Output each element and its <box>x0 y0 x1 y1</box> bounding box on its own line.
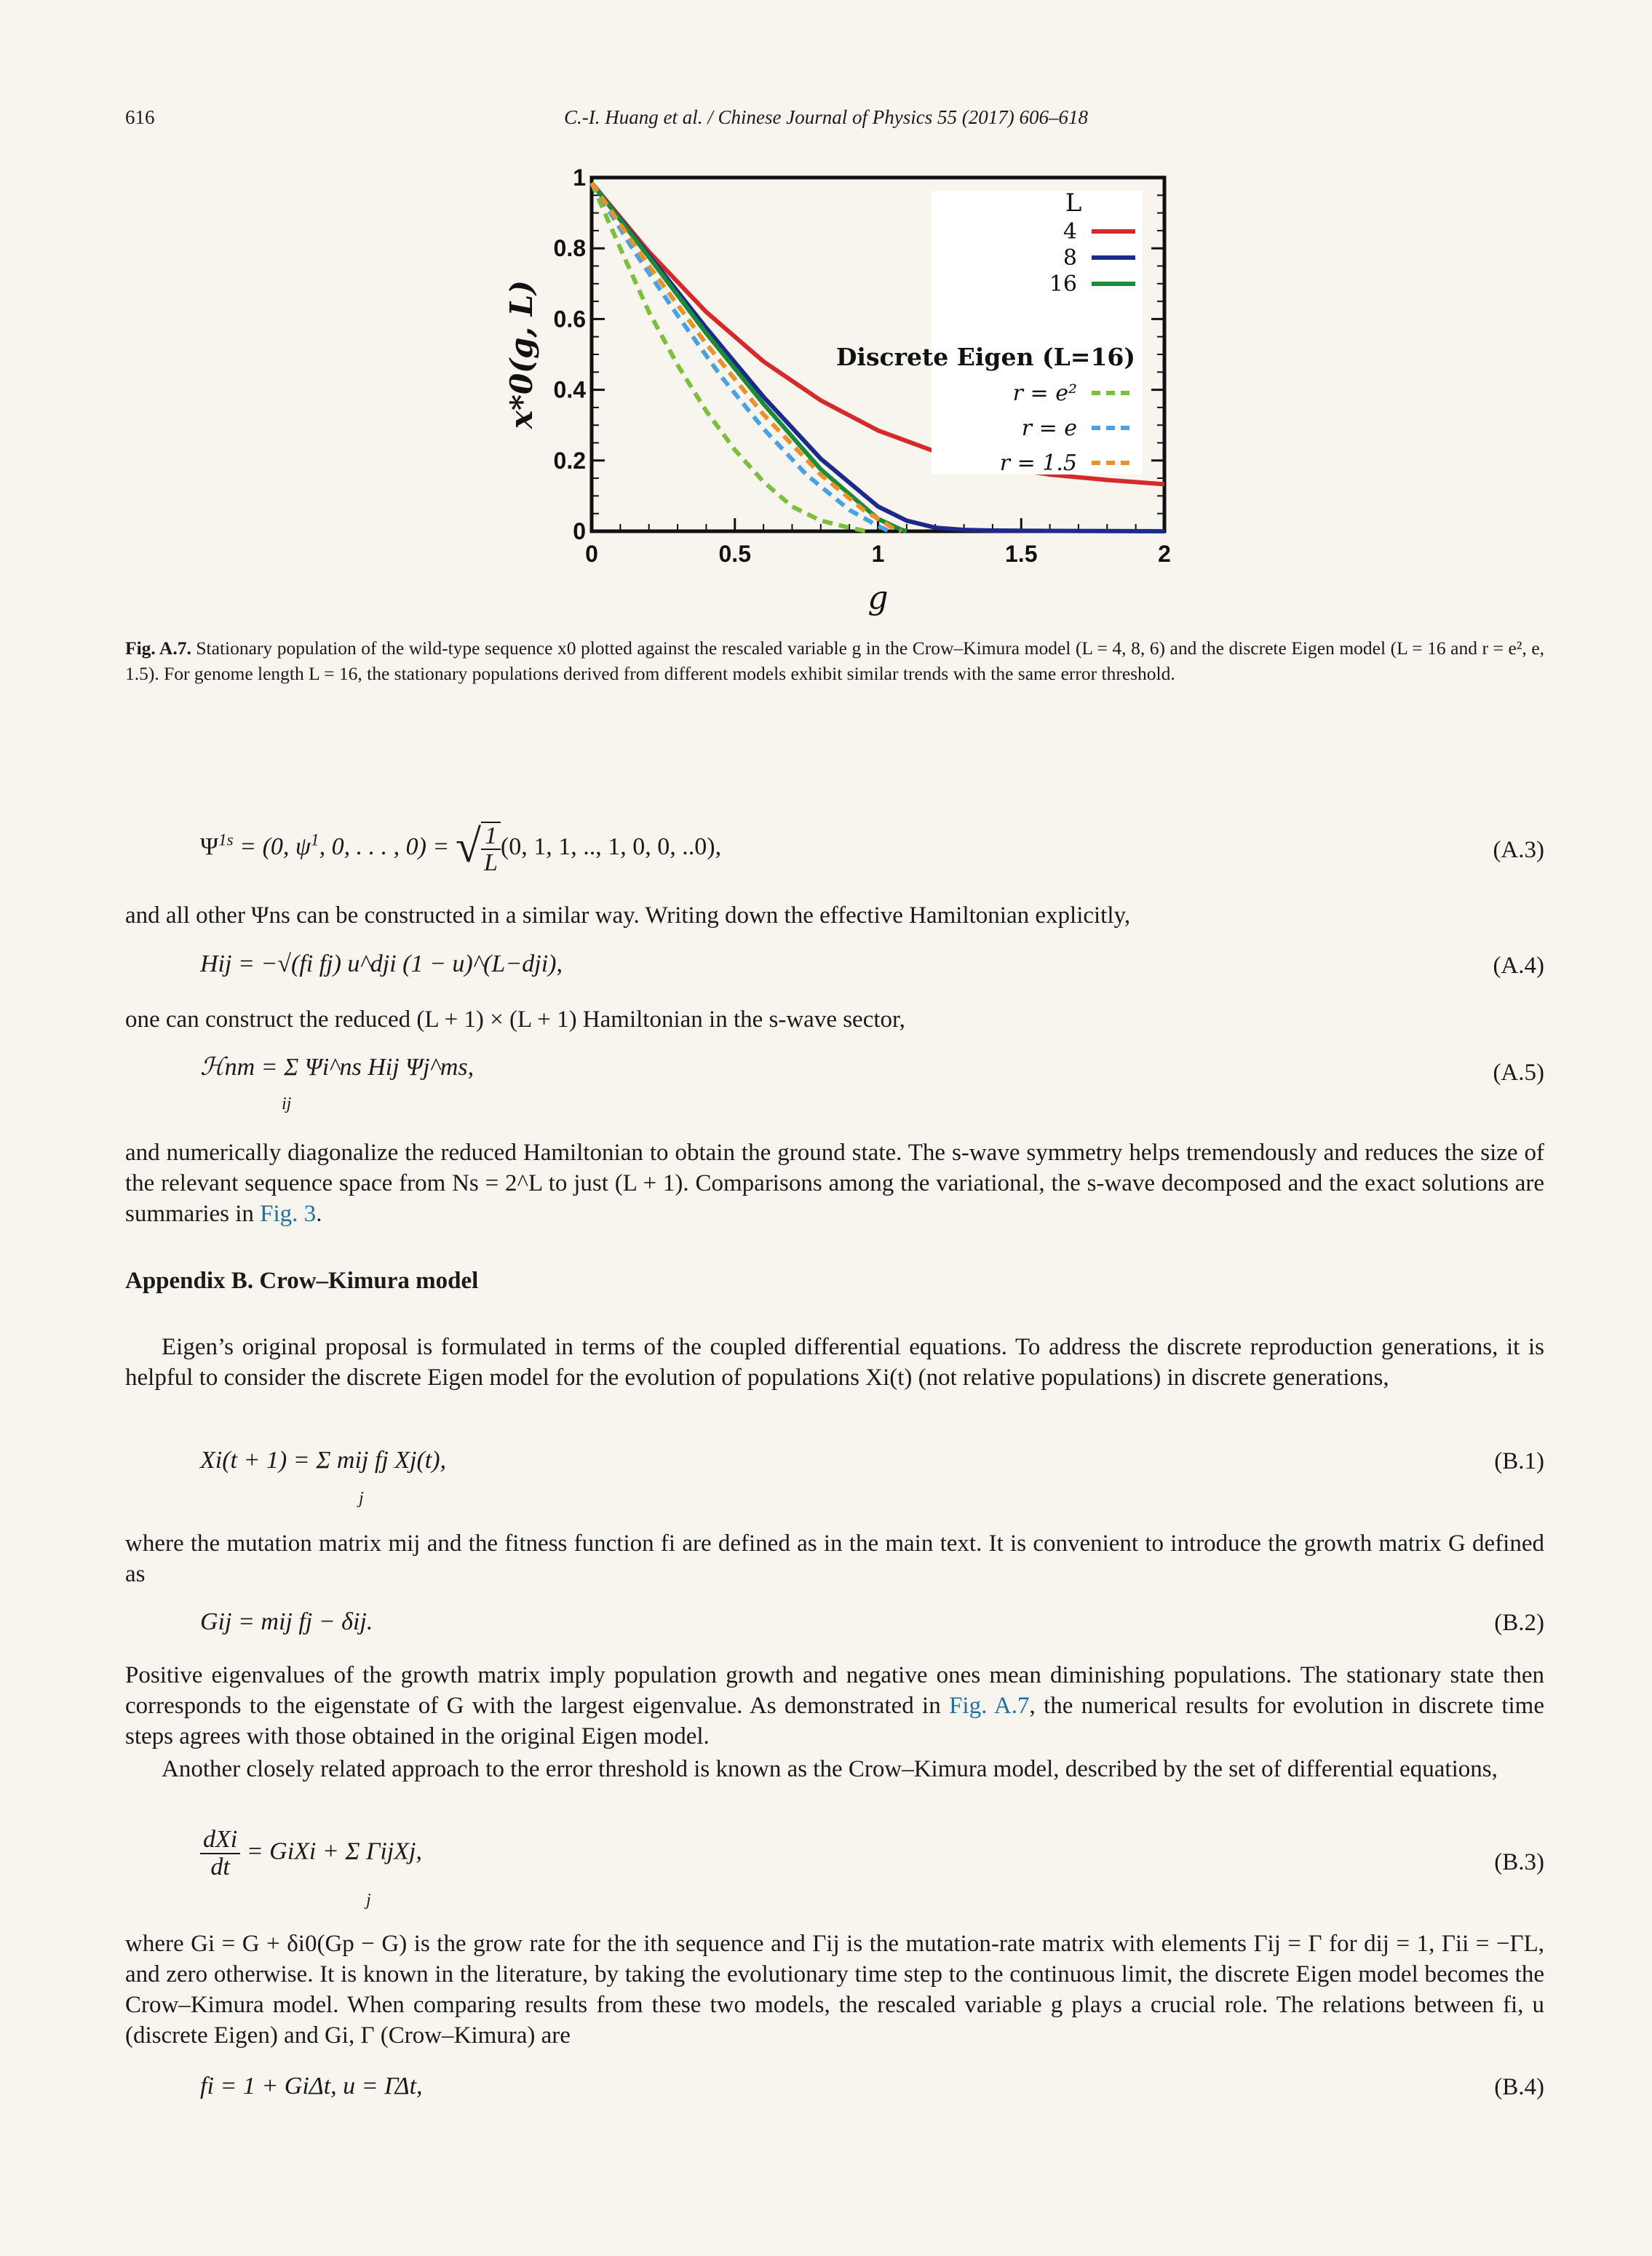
eq-a5-number: (A.5) <box>1493 1060 1544 1086</box>
legend-label: r = e² <box>1012 381 1077 406</box>
legend-label: r = e <box>1021 416 1077 441</box>
section-heading-appendix-b: Appendix B. Crow–Kimura model <box>125 1268 479 1294</box>
eq-b3-frac-num: dXi <box>200 1827 240 1854</box>
paragraph-3-text: and numerically diagonalize the reduced Hamiltonian to obtain the ground state. The s-wave symmetry helps tremendously and reduces the size of the relevant sequence space from Ns = 2^L to just (L + 1). Comparisons among the variational, the s-wave decomposed and the exact solutions are summaries in <box>125 1140 1544 1227</box>
equation-b4: fi = 1 + GiΔt, u = ΓΔt, <box>200 2073 423 2100</box>
legend-title-l: L <box>1065 188 1082 218</box>
x-tick-label: 2 <box>1158 541 1171 567</box>
paragraph-8: where Gi = G + δi0(Gp − G) is the grow rate for the ith sequence and Γij is the mutation-rate matrix with elements Γij = Γ for dij = 1, Γii = −ΓL, and zero otherwise. It is known in the literature, by taking the evolutionary time step to the continuous limit, the discrete Eigen model becomes the Crow–Kimura model. When comparing results from these two models, the rescaled variable g plays a crucial role. The relations between fi, u (discrete Eigen) and Gi, Γ (Crow–Kimura) are <box>125 1931 1544 2049</box>
link-fig-a7[interactable]: Fig. A.7 <box>949 1693 1030 1719</box>
caption-text: Stationary population of the wild-type sequence x0 plotted against the rescaled variable g in the Crow–Kimura model (L = 4, 8, 6) and the discrete Eigen model (L = 16 and r = e², e, 1.5). For genome length L = 16, the stationary populations derived from different models exhibit similar trends with the same error threshold. <box>125 638 1545 684</box>
x-tick-label: 1 <box>871 541 885 567</box>
paragraph-5: where the mutation matrix mij and the fitness function fi are defined as in the main text. It is convenient to introduce the growth matrix G defined as <box>125 1530 1544 1587</box>
eq-b3-rhs: = GiXi + Σ ΓijXj, <box>246 1838 422 1865</box>
legend-label: 4 <box>1063 219 1077 245</box>
journal-running-head: C.-I. Huang et al. / Chinese Journal of Physics 55 (2017) 606–618 <box>564 106 1088 128</box>
figure-a7-chart <box>480 162 1208 620</box>
eq-a3-number: (A.3) <box>1493 837 1544 863</box>
eq-a3-rhs: (0, 1, 1, .., 1, 0, 0, ..0), <box>500 833 722 860</box>
equation-a3 <box>200 819 721 876</box>
y-tick-label: 0.8 <box>553 235 586 262</box>
eq-a5-subscript: ij <box>282 1095 292 1113</box>
paragraph-7: Another closely related approach to the error threshold is known as the Crow–Kimura model, described by the set of differential equations, <box>162 1756 1498 1782</box>
link-fig-3[interactable]: Fig. 3 <box>260 1201 317 1227</box>
figure-caption <box>125 635 1544 686</box>
eq-a5-body: ℋnm = Σ Ψi^ns Hij Ψj^ms, <box>200 1054 474 1081</box>
y-tick-label: 0 <box>573 518 586 544</box>
eq-b1-number: (B.1) <box>1494 1448 1544 1474</box>
page-number: 616 <box>125 106 155 128</box>
y-axis-label: x*0(g, L) <box>504 279 539 429</box>
eq-a3-mid-sup: 1 <box>311 830 319 850</box>
eq-a3-sup: 1s <box>218 830 234 850</box>
paragraph-6-end: , the numerical results for evolution in discrete time steps agrees with those obtained in the original Eigen model. <box>125 1693 1544 1749</box>
equation-b3 <box>200 1826 422 1910</box>
y-tick-label: 1 <box>573 164 586 191</box>
x-tick-label: 1.5 <box>1005 541 1038 567</box>
equation-a4: Hij = −√(fi fj) u^dji (1 − u)^(L−dji), <box>200 950 563 977</box>
eq-a3-frac-num: 1 <box>481 823 501 851</box>
eq-b2-number: (B.2) <box>1494 1610 1544 1636</box>
equation-a5 <box>200 1052 474 1113</box>
x-axis-label: g <box>867 579 889 616</box>
eq-a3-mid: = (0, ψ <box>233 833 311 860</box>
eq-b3-subscript: j <box>366 1891 371 1910</box>
caption-label: Fig. A.7. <box>125 638 191 659</box>
eq-b1-subscript: j <box>359 1489 364 1508</box>
y-tick-label: 0.4 <box>553 376 586 403</box>
eq-a3-frac-den: L <box>484 849 498 877</box>
paragraph-3-end: . <box>316 1201 322 1227</box>
equation-b2: Gij = mij fj − δij. <box>200 1608 373 1635</box>
x-tick-label: 0.5 <box>718 541 751 567</box>
paragraph-4: Eigen’s original proposal is formulated in terms of the coupled differential equations. To address the discrete reproduction generations, it is helpful to consider the discrete Eigen model for the evolution of populations Xi(t) (not relative populations) in discrete generations, <box>125 1334 1544 1391</box>
legend-title-eigen: Discrete Eigen (L=16) <box>835 343 1135 371</box>
legend-label: 8 <box>1063 245 1077 271</box>
eq-a3-mid2: , 0, . . . , 0) = <box>319 833 456 860</box>
legend-label: r = 1.5 <box>999 450 1077 476</box>
eq-a3-psi: Ψ <box>200 833 219 860</box>
eq-a4-number: (A.4) <box>1493 953 1544 979</box>
paragraph-1: and all other Ψns can be constructed in a similar way. Writing down the effective Hamiltonian explicitly, <box>125 902 1131 929</box>
eq-b3-frac-den: dt <box>210 1853 230 1880</box>
legend-label: 16 <box>1049 271 1077 297</box>
y-tick-label: 0.2 <box>553 447 586 474</box>
eq-b1-body: Xi(t + 1) = Σ mij fj Xj(t), <box>200 1447 447 1474</box>
eq-b4-number: (B.4) <box>1494 2074 1544 2100</box>
paragraph-2: one can construct the reduced (L + 1) × (L + 1) Hamiltonian in the s-wave sector, <box>125 1006 905 1033</box>
eq-b3-number: (B.3) <box>1494 1849 1544 1875</box>
sqrt-icon: √ <box>455 820 481 872</box>
paragraph-6 <box>125 1660 1544 1752</box>
paragraph-3 <box>125 1137 1544 1229</box>
paragraph-6-text: Positive eigenvalues of the growth matrix imply population growth and negative ones mean diminishing populations. The stationary state then corresponds to the eigenstate of G with the largest eigenvalue. As demonstrated in <box>125 1662 1544 1719</box>
equation-b1 <box>200 1447 447 1508</box>
x-tick-label: 0 <box>585 541 598 567</box>
y-tick-label: 0.6 <box>553 306 586 333</box>
